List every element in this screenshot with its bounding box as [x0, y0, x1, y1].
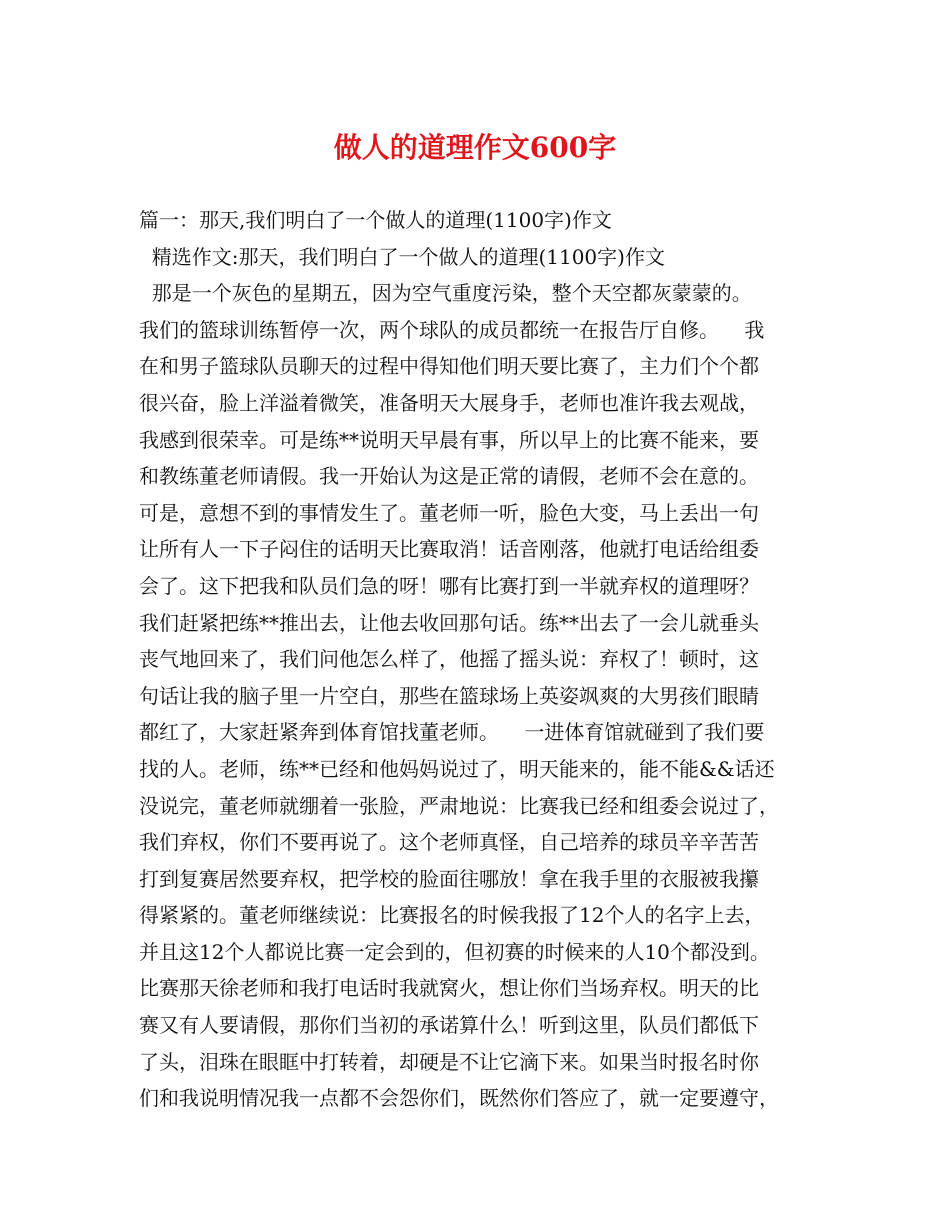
body-line: 我们赶紧把练**推出去，让他去收回那句话。练**出去了一会儿就垂头 — [139, 610, 759, 635]
body-line: 我们的篮球训练暂停一次，两个球队的成员都统一在报告厅自修。 我 — [139, 317, 765, 342]
body-line: 赛又有人要请假，那你们当初的承诺算什么！听到这里，队员们都低下 — [139, 1013, 759, 1038]
body-line: 得紧紧的。董老师继续说：比赛报名的时候我报了12个人的名字上去， — [139, 903, 765, 928]
body-line: 了头，泪珠在眼眶中打转着，却硬是不让它滴下来。如果当时报名时你 — [139, 1049, 759, 1074]
body-line: 精选作文:那天，我们明白了一个做人的道理(1100字)作文 — [139, 244, 665, 269]
body-line: 会了。这下把我和队员们急的呀！哪有比赛打到一半就弃权的道理呀？ — [139, 573, 759, 598]
body-line: 篇一：那天,我们明白了一个做人的道理(1100字)作文 — [139, 208, 612, 232]
document-body — [139, 202, 819, 1117]
body-line: 很兴奋，脸上洋溢着微笑，准备明天大展身手，老师也准许我去观战， — [139, 390, 759, 415]
body-line: 在和男子篮球队员聊天的过程中得知他们明天要比赛了，主力们个个都 — [139, 354, 759, 379]
body-line: 让所有人一下子闷住的话明天比赛取消！话音刚落，他就打电话给组委 — [139, 537, 759, 562]
document-title: 做人的道理作文600字 — [333, 131, 617, 164]
body-line: 并且这12个人都说比赛一定会到的，但初赛的时候来的人10个都没到。 — [139, 939, 770, 964]
body-line: 我感到很荣幸。可是练**说明天早晨有事，所以早上的比赛不能来，要 — [139, 427, 759, 452]
body-line: 句话让我的脑子里一片空白，那些在篮球场上英姿飒爽的大男孩们眼睛 — [139, 683, 759, 708]
body-line: 们和我说明情况我一点都不会怨你们，既然你们答应了，就一定要遵守， — [139, 1086, 779, 1111]
body-line: 那是一个灰色的星期五，因为空气重度污染，整个天空都灰蒙蒙的。 — [139, 281, 752, 306]
body-line: 都红了，大家赶紧奔到体育馆找董老师。 一进体育馆就碰到了我们要 — [139, 720, 765, 745]
body-line: 丧气地回来了，我们问他怎么样了，他摇了摇头说：弃权了！顿时，这 — [139, 647, 759, 672]
body-line: 找的人。老师，练**已经和他妈妈说过了，明天能来的，能不能&&话还 — [139, 756, 775, 781]
body-line: 打到复赛居然要弃权，把学校的脸面往哪放！拿在我手里的衣服被我攥 — [139, 866, 759, 891]
body-line: 没说完，董老师就绷着一张脸，严肃地说：比赛我已经和组委会说过了， — [139, 793, 779, 818]
body-line: 比赛那天徐老师和我打电话时我就窝火，想让你们当场弃权。明天的比 — [139, 976, 759, 1001]
body-line: 可是，意想不到的事情发生了。董老师一听，脸色大变，马上丢出一句 — [139, 500, 759, 525]
body-line: 和教练董老师请假。我一开始认为这是正常的请假，老师不会在意的。 — [139, 464, 759, 489]
body-line: 我们弃权，你们不要再说了。这个老师真怪，自己培养的球员辛辛苦苦 — [139, 830, 759, 855]
